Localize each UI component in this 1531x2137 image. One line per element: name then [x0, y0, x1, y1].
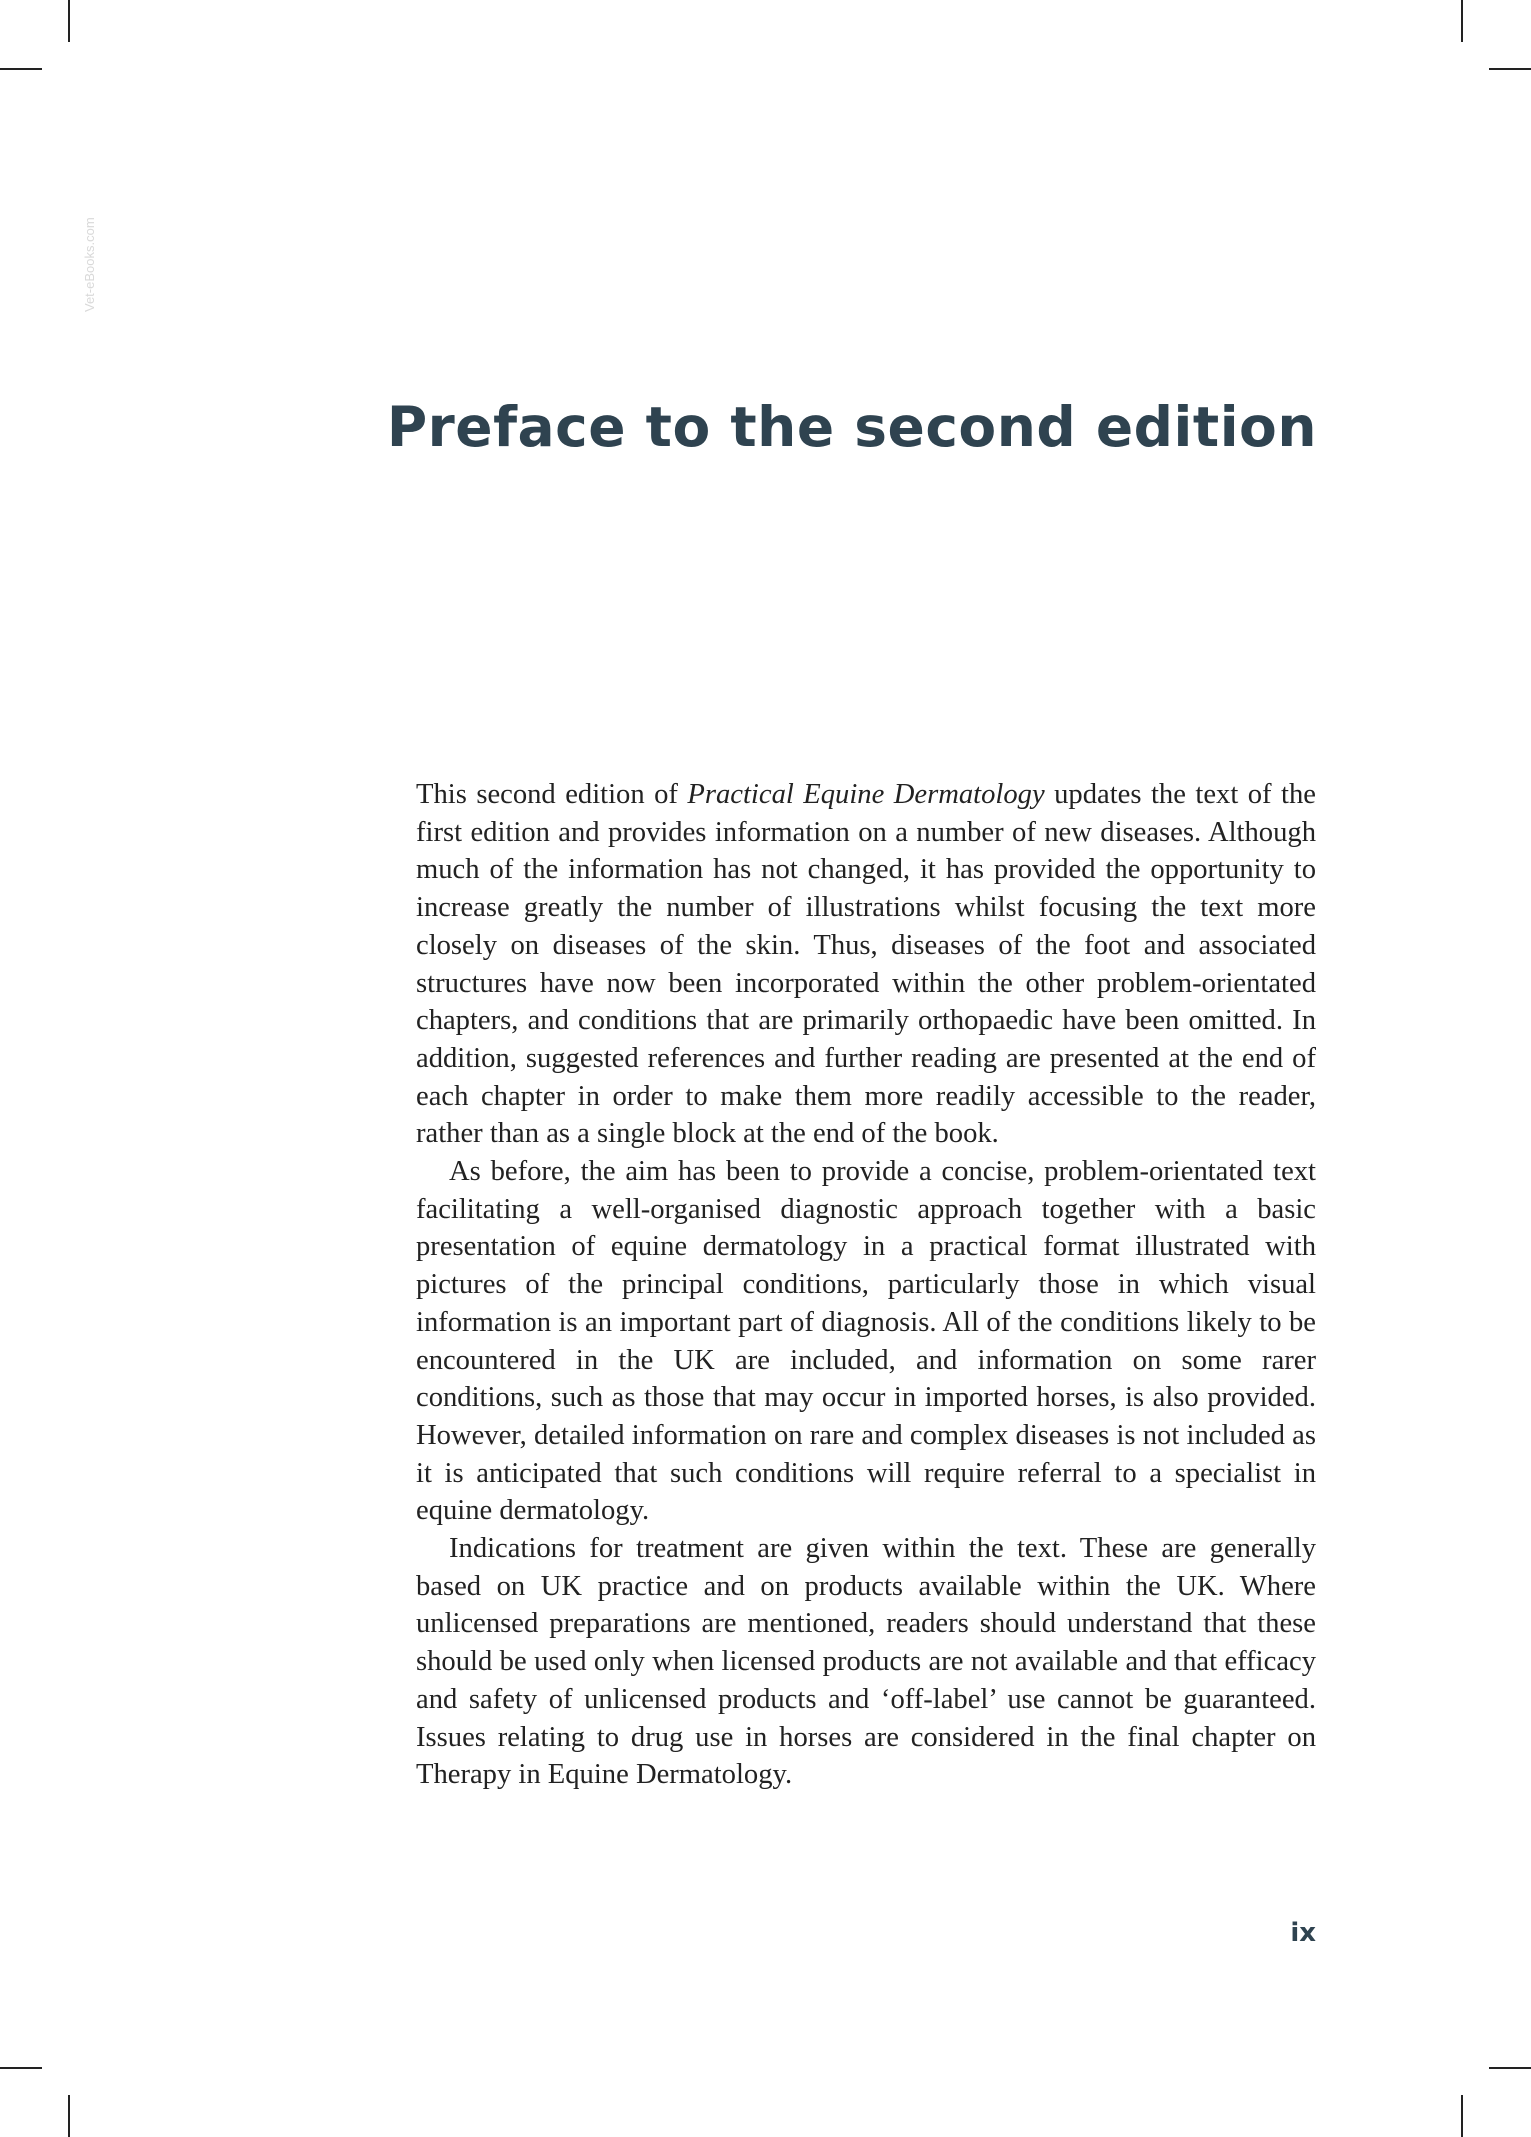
paragraph-2: As before, the aim has been to provide a concise, problem-orientated text facilitating a well-organised diagnostic approach together with a basic presentation of equine dermatology in a practical format illustrated with pictures of the principal conditions, particularly those in which visual information is an important part of diagnosis. All of the conditions likely to be encountered in the UK are included, and information on some rarer conditions, such as those that may occur in imported horses, is also provided. However, detailed information on rare and complex diseases is not included as it is anticipated that such conditions will require referral to a specialist in equine dermatology. — [416, 1156, 1316, 1527]
crop-mark-top-right-vertical — [1461, 0, 1463, 42]
body-text — [416, 776, 1316, 1794]
paragraph-1-intro: This second edition of — [416, 779, 688, 810]
crop-mark-bottom-right-vertical — [1461, 2095, 1463, 2137]
watermark: Vet-eBooks.com — [82, 217, 97, 312]
paragraph-3: Indications for treatment are given within the text. These are generally based on UK practice and on products available within the UK. Where unlicensed preparations are mentioned, readers should understand that these should be used only when licensed products are not available and that efficacy and safety of unlicensed products and ‘off-label’ use cannot be guaranteed. Issues relating to drug use in horses are considered in the final chapter on Therapy in Equine Dermatology. — [416, 1533, 1316, 1791]
paragraph-1-rest: updates the text of the first edition and provides information on a number of new diseases. Although much of the information has not changed, it has provided the opportunity to increase greatly the number of illustrations whilst focusing the text more closely on diseases of the skin. Thus, diseases of the foot and associated structures have now been incorporated within the other problem-orientated chapters, and conditions that are primarily orthopaedic have been omitted. In addition, suggested references and further reading are presented at the end of each chapter in order to make them more readily accessible to the reader, rather than as a single block at the end of the book. — [416, 779, 1316, 1150]
book-title: Practical Equine Dermatology — [687, 779, 1045, 810]
paragraph-1 — [416, 776, 1316, 1153]
crop-mark-top-left-horizontal — [0, 68, 42, 70]
page-number: ix — [1290, 1918, 1316, 1948]
crop-mark-top-left-vertical — [68, 0, 70, 42]
crop-mark-bottom-right-horizontal — [1489, 2067, 1531, 2069]
crop-mark-top-right-horizontal — [1489, 68, 1531, 70]
crop-mark-bottom-left-horizontal — [0, 2067, 42, 2069]
crop-mark-bottom-left-vertical — [68, 2095, 70, 2137]
page-title: Preface to the second edition — [386, 395, 1317, 459]
